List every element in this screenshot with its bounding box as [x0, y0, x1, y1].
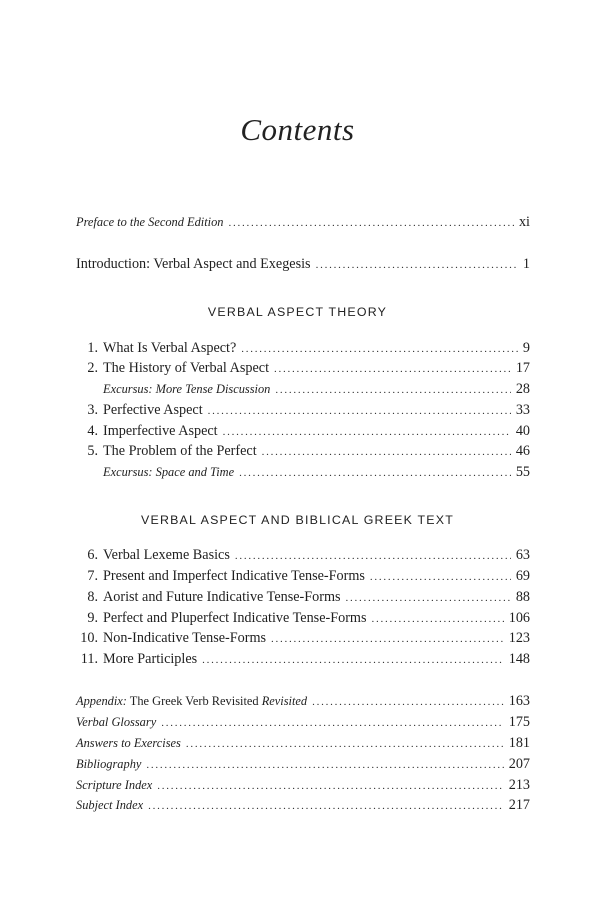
- dot-leader: [316, 256, 518, 274]
- toc-entry-preface[interactable]: [76, 213, 530, 232]
- toc-entry-page: 69: [515, 568, 530, 584]
- dot-leader: [161, 714, 504, 732]
- toc-entry-page: 148: [508, 651, 530, 667]
- toc-entry-number: 5.: [87, 443, 98, 459]
- toc-entry-page: 17: [515, 360, 530, 376]
- appendix-label: Appendix:: [76, 694, 127, 708]
- dot-leader: [262, 443, 511, 461]
- toc-entry[interactable]: [76, 713, 530, 732]
- dot-leader: [202, 651, 504, 669]
- toc-entry-page: 40: [515, 423, 530, 439]
- toc-entry-title: [76, 692, 307, 710]
- toc-entry[interactable]: [76, 401, 530, 420]
- toc-entry-title: Subject Index: [76, 798, 144, 812]
- toc-entry-title: More Participles: [103, 651, 198, 667]
- toc-entry-page: 9: [522, 340, 530, 356]
- dot-leader: [372, 610, 504, 628]
- toc-entry[interactable]: [76, 650, 530, 669]
- toc-entry-page: 213: [508, 777, 530, 793]
- dot-leader: [229, 214, 514, 232]
- toc-entry-appendix[interactable]: [76, 692, 530, 711]
- toc-entry[interactable]: [76, 567, 530, 586]
- toc-entry-title: Scripture Index: [76, 778, 153, 792]
- toc-entry[interactable]: [76, 422, 530, 441]
- dot-leader: [186, 735, 504, 753]
- toc-entry-page: 33: [515, 402, 530, 418]
- toc-entry-number: 6.: [87, 547, 98, 563]
- dot-leader: [346, 589, 511, 607]
- toc-entry-title: Bibliography: [76, 757, 142, 771]
- toc-entry[interactable]: [76, 359, 530, 378]
- toc-entry-number: 10.: [80, 630, 98, 646]
- page-title: Contents: [240, 112, 355, 147]
- toc-entry-number: 2.: [87, 360, 98, 376]
- toc-entry-number: 8.: [87, 589, 98, 605]
- dot-leader: [274, 360, 511, 378]
- dot-leader: [275, 381, 510, 399]
- toc-entry-title: Perfective Aspect: [103, 402, 203, 418]
- dot-leader: [239, 464, 511, 482]
- toc-entry[interactable]: [76, 734, 530, 753]
- toc-entry-title: Aorist and Future Indicative Tense-Forms: [103, 589, 341, 605]
- toc-entry-title: Non-Indicative Tense-Forms: [103, 630, 267, 646]
- toc-entry-page: 181: [508, 735, 530, 751]
- toc-entry-page: 123: [508, 630, 530, 646]
- toc-entry-page: 88: [515, 589, 530, 605]
- toc-entry-title: Preface to the Second Edition: [76, 215, 224, 229]
- appendix-title: The Greek Verb Revisited: [129, 694, 259, 708]
- toc-entry-title: Verbal Glossary: [76, 715, 157, 729]
- toc-entry-number: 4.: [87, 423, 98, 439]
- toc-entry-title: Perfect and Pluperfect Indicative Tense-Forms: [103, 610, 367, 626]
- toc-entry-title: Excursus: Space and Time: [103, 465, 235, 479]
- toc-entry-title: Imperfective Aspect: [103, 423, 218, 439]
- dot-leader: [148, 797, 504, 815]
- toc-entry-title: Answers to Exercises: [76, 736, 181, 750]
- dot-leader: [146, 756, 503, 774]
- dot-leader: [370, 568, 511, 586]
- toc-entry-page: 207: [508, 756, 530, 772]
- toc-entry-number: 3.: [87, 402, 98, 418]
- toc-entry-page: 163: [508, 693, 530, 709]
- dot-leader: [312, 693, 504, 711]
- toc-entry-number: 9.: [87, 610, 98, 626]
- toc-entry-number: 1.: [87, 340, 98, 356]
- toc-entry-title: The Problem of the Perfect: [103, 443, 257, 459]
- toc-entry[interactable]: [76, 546, 530, 565]
- toc-entry-title: What Is Verbal Aspect?: [103, 340, 237, 356]
- toc-entry[interactable]: [76, 629, 530, 648]
- dot-leader: [235, 547, 511, 565]
- toc-entry[interactable]: [76, 339, 530, 358]
- toc-entry-number: 11.: [80, 651, 98, 667]
- toc-entry-page: 1: [522, 256, 530, 272]
- toc-entry[interactable]: [76, 609, 530, 628]
- toc-entry-number: 7.: [87, 568, 98, 584]
- dot-leader: [241, 340, 518, 358]
- toc-entry-title: The History of Verbal Aspect: [103, 360, 270, 376]
- toc-entry[interactable]: [76, 796, 530, 815]
- toc-entry-page: 46: [515, 443, 530, 459]
- toc-entry-introduction[interactable]: [76, 255, 530, 274]
- toc-entry[interactable]: [76, 776, 530, 795]
- toc-entry-title: Introduction: Verbal Aspect and Exegesis: [76, 256, 311, 272]
- toc-entry-page: 28: [515, 381, 530, 397]
- toc-entry-title: Excursus: More Tense Discussion: [103, 382, 271, 396]
- appendix-title-italic: Revisited: [261, 694, 308, 708]
- toc-entry[interactable]: [76, 755, 530, 774]
- dot-leader: [223, 423, 511, 441]
- toc-entry-title: Verbal Lexeme Basics: [103, 547, 230, 563]
- toc-entry-page: 106: [508, 610, 530, 626]
- toc-entry-page: 55: [515, 464, 530, 480]
- toc-entry[interactable]: [76, 442, 530, 461]
- section-heading: VERBAL ASPECT AND BIBLICAL GREEK TEXT: [141, 513, 454, 527]
- toc-entry-page: 63: [515, 547, 530, 563]
- section-heading: VERBAL ASPECT THEORY: [207, 305, 388, 319]
- dot-leader: [271, 630, 504, 648]
- toc-entry-page: 217: [508, 797, 530, 813]
- toc-entry-page: xi: [518, 214, 530, 230]
- toc-entry-excursus[interactable]: [103, 463, 530, 482]
- toc-entry-title: Present and Imperfect Indicative Tense-Forms: [103, 568, 365, 584]
- dot-leader: [157, 777, 503, 795]
- toc-entry[interactable]: [76, 588, 530, 607]
- toc-entry-page: 175: [508, 714, 530, 730]
- dot-leader: [208, 402, 511, 420]
- toc-entry-excursus[interactable]: [103, 380, 530, 399]
